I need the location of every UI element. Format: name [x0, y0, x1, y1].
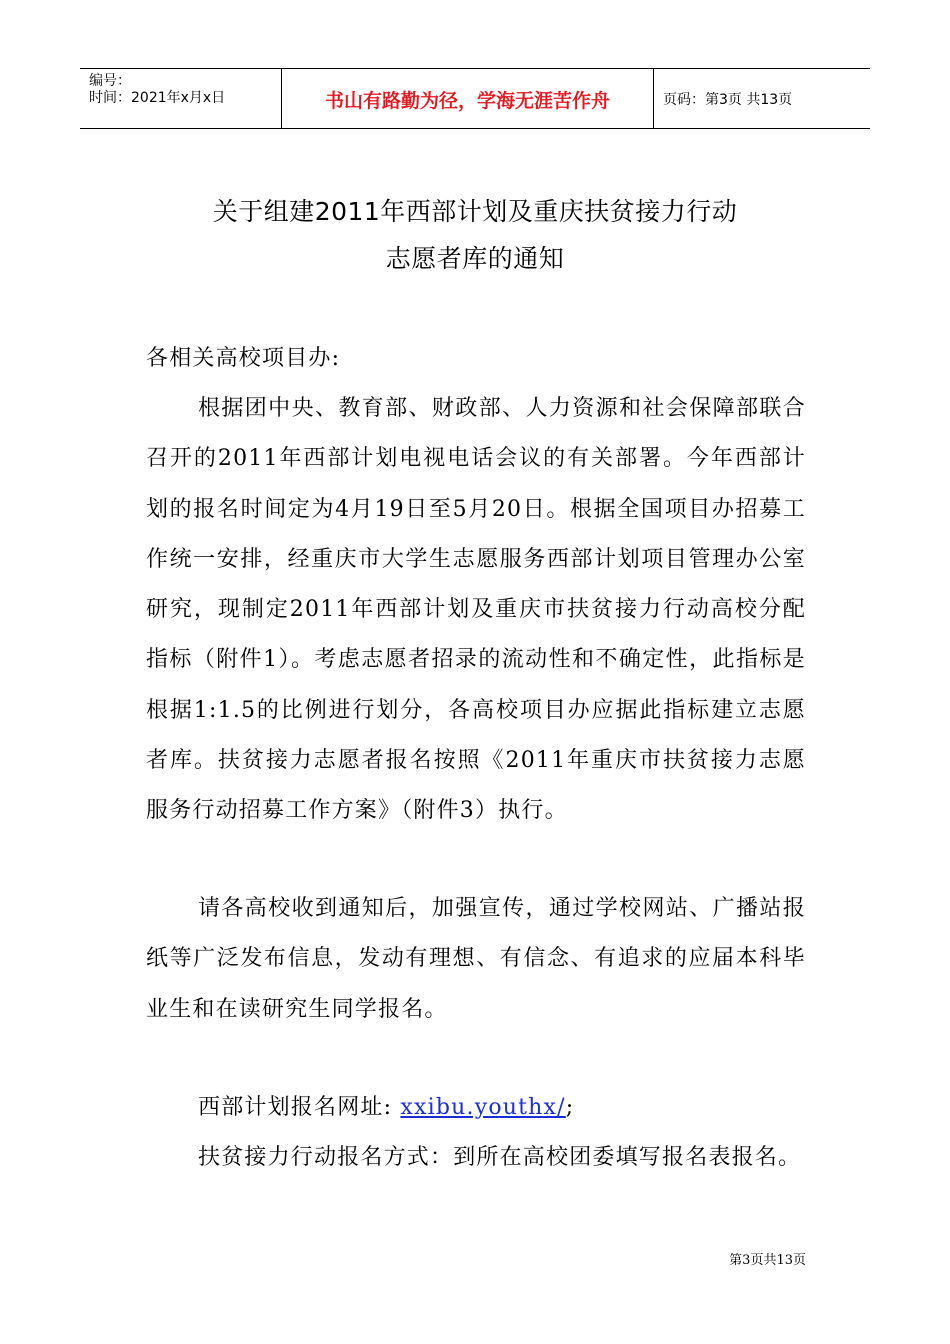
registration-url-line — [146, 1083, 806, 1133]
registration-url-link[interactable]: xxibu.youthx/ — [400, 1095, 566, 1120]
registration-method-line: 扶贫接力行动报名方式：到所在高校团委填写报名表报名。 — [198, 1145, 802, 1170]
document-title-line-2: 志愿者库的通知 — [385, 244, 565, 273]
time-label: 时间：2021年x月x日 — [89, 90, 226, 106]
salutation: 各相关高校项目办: — [146, 346, 341, 371]
header-info-cell — [80, 69, 281, 128]
url-suffix: ; — [565, 1095, 575, 1120]
motto-text: 书山有路勤为径，学海无涯苦作舟 — [324, 90, 610, 112]
header-page-cell — [654, 69, 870, 128]
url-label: 西部计划报名网址: — [198, 1095, 401, 1120]
header-page-number: 页码：第3页 共13页 — [663, 91, 793, 108]
page-header — [80, 68, 870, 129]
page-footer: 第3页共13页 — [729, 1253, 806, 1268]
number-label: 编号： — [89, 73, 131, 89]
document-title-line-1: 关于组建2011年西部计划及重庆扶贫接力行动 — [212, 197, 738, 226]
header-motto-cell — [281, 69, 654, 128]
body-paragraph-1: 根据团中央、教育部、财政部、人力资源和社会保障部联合召开的2011年西部计划电视电话会议的有关部署。今年西部计划的报名时间定为4月19日至5月20日。根据全国项目办招募工作统一安排，经重庆市大学生志愿服务西部计划项目管理办公室研究，现制定2011年西部计划及重庆市扶贫接力行动高校分配指标（附件1）。考虑志愿者招录的流动性和不确定性，此指标是根据1:1.5的比例进行划分，各高校项目办应据此指标建立志愿者库。扶贫接力志愿者报名按照《2011年重庆市扶贫接力志愿服务行动招募工作方案》（附件3）执行。 — [146, 396, 806, 824]
body-paragraph-2: 请各高校收到通知后，加强宣传，通过学校网站、广播站报纸等广泛发布信息，发动有理想、有信念、有追求的应届本科毕业生和在读研究生同学报名。 — [146, 896, 806, 1022]
